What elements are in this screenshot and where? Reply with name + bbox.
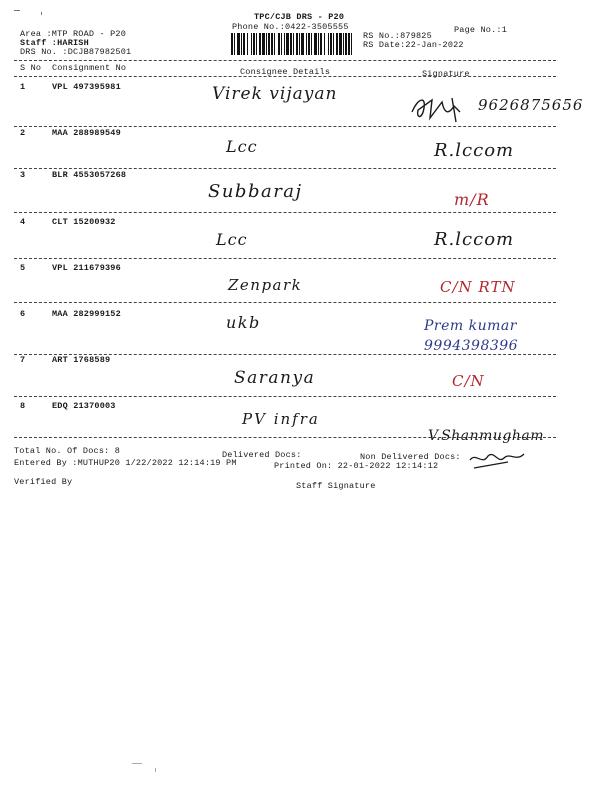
consignee-handwriting: Lcc <box>216 230 248 249</box>
consignment-no: VPL 211679396 <box>52 263 121 273</box>
col-consignee: Consignee Details <box>240 67 331 77</box>
consignee-handwriting: Virek vijayan <box>212 84 338 104</box>
row-sno: 8 <box>20 401 26 411</box>
divider <box>14 258 556 259</box>
divider <box>14 126 556 127</box>
col-sno: S No <box>20 63 42 73</box>
consignment-no: VPL 497395981 <box>52 82 121 92</box>
consignment-no: MAA 282999152 <box>52 309 121 319</box>
verified-by: Verified By <box>14 477 73 487</box>
phone-number: Phone No.:0422-3505555 <box>232 22 349 32</box>
non-delivered-docs: Non Delivered Docs: <box>360 452 461 462</box>
signature-handwriting: C/N <box>452 372 485 390</box>
consignment-no: EDQ 21370003 <box>52 401 116 411</box>
consignment-no: CLT 15200932 <box>52 217 116 227</box>
scan-speck <box>155 768 156 772</box>
signature-scribble <box>408 92 476 126</box>
consignee-handwriting: ukb <box>226 313 261 332</box>
signature-handwriting: m/R <box>454 190 490 209</box>
consignee-handwriting: Subbaraj <box>208 181 303 202</box>
consignee-handwriting: Zenpark <box>228 276 303 294</box>
row-sno: 1 <box>20 82 26 92</box>
row-sno: 7 <box>20 355 26 365</box>
signature-scribble <box>468 448 528 472</box>
consignment-no: BLR 4553057268 <box>52 170 127 180</box>
divider <box>14 60 556 61</box>
scan-speck <box>132 763 142 764</box>
consignment-no: MAA 288989549 <box>52 128 121 138</box>
divider <box>14 302 556 303</box>
signature-phone-number: 9626875656 <box>478 96 584 114</box>
area-label: Area :MTP ROAD - P20 <box>20 29 127 39</box>
scan-speck <box>14 10 20 11</box>
row-sno: 4 <box>20 217 26 227</box>
row-sno: 5 <box>20 263 26 273</box>
row-sno: 2 <box>20 128 26 138</box>
signature-handwriting: R.lccom <box>434 229 515 250</box>
consignee-handwriting: Saranya <box>234 368 316 388</box>
row-sno: 3 <box>20 170 26 180</box>
document-title: TPC/CJB DRS - P20 <box>254 12 345 22</box>
entered-by: Entered By :MUTHUP20 1/22/2022 12:14:19 PM <box>14 458 237 468</box>
rs-number: RS No.:879825 <box>363 31 432 41</box>
signature-handwriting: Prem kumar 9994398396 <box>424 318 519 354</box>
divider <box>14 396 556 397</box>
consignee-handwriting: Lcc <box>226 137 258 156</box>
total-docs: Total No. Of Docs: 8 <box>14 446 121 456</box>
delivered-docs: Delivered Docs: <box>222 450 302 460</box>
staff-signature-handwriting: V.Shanmugham <box>428 428 544 444</box>
staff-signature-label: Staff Signature <box>296 481 376 491</box>
barcode <box>231 33 353 55</box>
divider <box>14 168 556 169</box>
divider <box>14 76 556 77</box>
printed-on: Printed On: 22-01-2022 12:14:12 <box>274 461 439 471</box>
row-sno: 6 <box>20 309 26 319</box>
rs-date: RS Date:22-Jan-2022 <box>363 40 464 50</box>
col-consignment: Consignment No <box>52 63 127 73</box>
drs-number: DRS No. :DCJB87982501 <box>20 47 132 57</box>
signature-handwriting: C/N RTN <box>440 278 516 296</box>
divider <box>14 212 556 213</box>
page-number: Page No.:1 <box>454 25 508 35</box>
col-signature: Signature <box>422 69 470 79</box>
consignee-handwriting: PV infra <box>242 410 320 428</box>
consignment-no: ART 1768589 <box>52 355 111 365</box>
signature-handwriting: R.lccom <box>434 140 515 161</box>
scan-speck <box>41 12 42 15</box>
staff-label: Staff :HARISH <box>20 38 89 48</box>
